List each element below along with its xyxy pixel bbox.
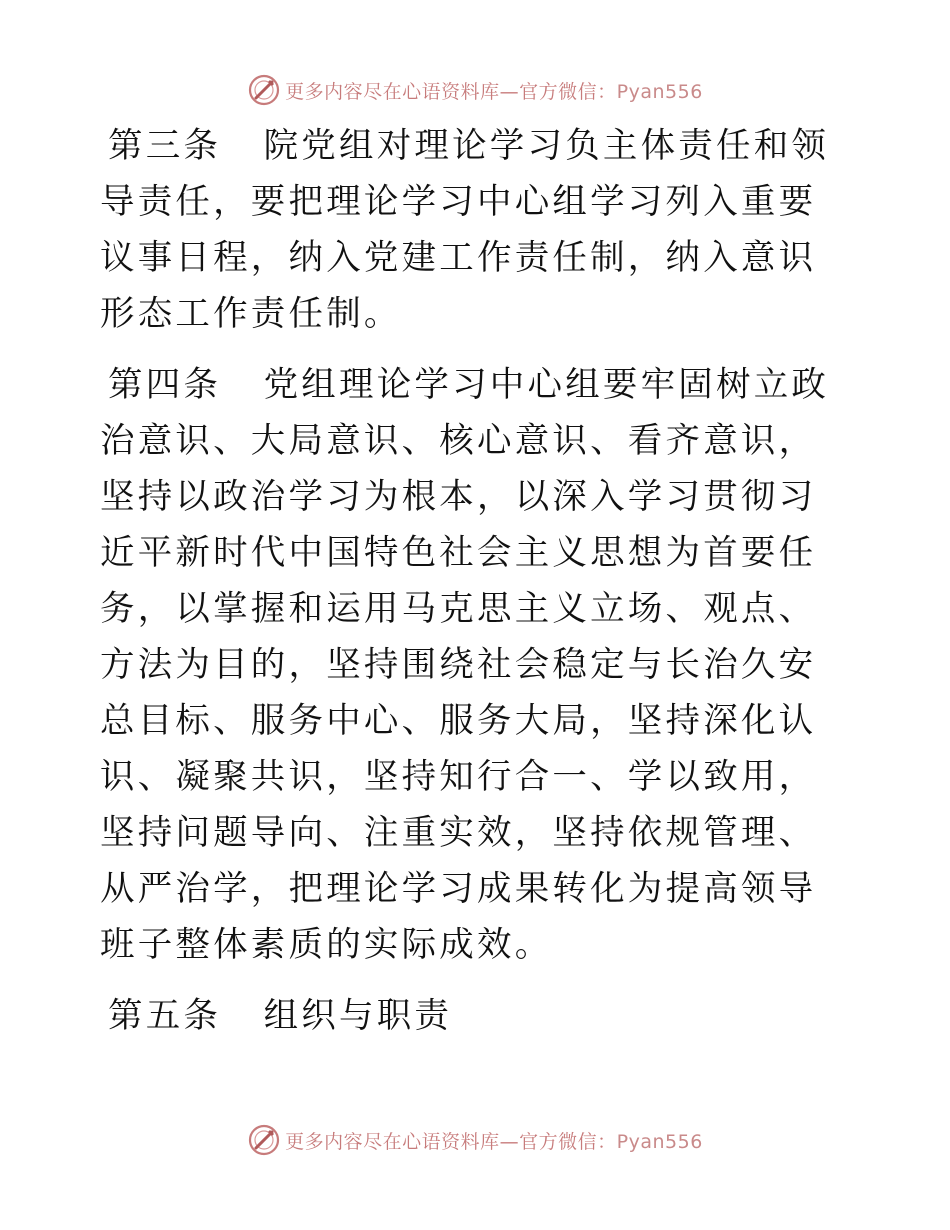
pen-seal-logo-icon	[247, 73, 281, 107]
pen-seal-logo-icon	[247, 1123, 281, 1157]
document-body	[100, 118, 852, 1059]
article-heading: 第五条	[108, 996, 222, 1036]
footer-watermark	[0, 1120, 950, 1160]
watermark-wechat-id: Pyan556	[616, 1130, 703, 1153]
header-watermark	[0, 70, 950, 110]
article-heading: 第三条	[108, 126, 222, 166]
article-text: 党组理论学习中心组要牢固树立政治意识、大局意识、核心意识、看齐意识，坚持以政治学习为根本，以深入学习贯彻习近平新时代中国特色社会主义思想为首要任务，以掌握和运用马克思主义立场、观点、方法为目的，坚持围绕社会稳定与长治久安总目标、服务中心、服务大局，坚持深化认识、凝聚共识，坚持知行合一、学以致用，坚持问题导向、注重实效，坚持依规管理、从严治学，把理论学习成果转化为提高领导班子整体素质的实际成效。	[100, 365, 830, 965]
article-paragraph	[100, 118, 852, 342]
article-heading: 第四条	[108, 365, 222, 405]
article-paragraph	[100, 988, 852, 1044]
watermark-text: 更多内容尽在心语资料库—官方微信：Pyan556	[285, 1130, 703, 1153]
article-text: 组织与职责	[263, 996, 453, 1036]
watermark-wechat-id: Pyan556	[616, 80, 703, 103]
article-paragraph	[100, 357, 852, 973]
article-text: 院党组对理论学习负主体责任和领导责任，要把理论学习中心组学习列入重要议事日程，纳入党建工作责任制，纳入意识形态工作责任制。	[100, 126, 830, 334]
watermark-text: 更多内容尽在心语资料库—官方微信：Pyan556	[285, 80, 703, 103]
